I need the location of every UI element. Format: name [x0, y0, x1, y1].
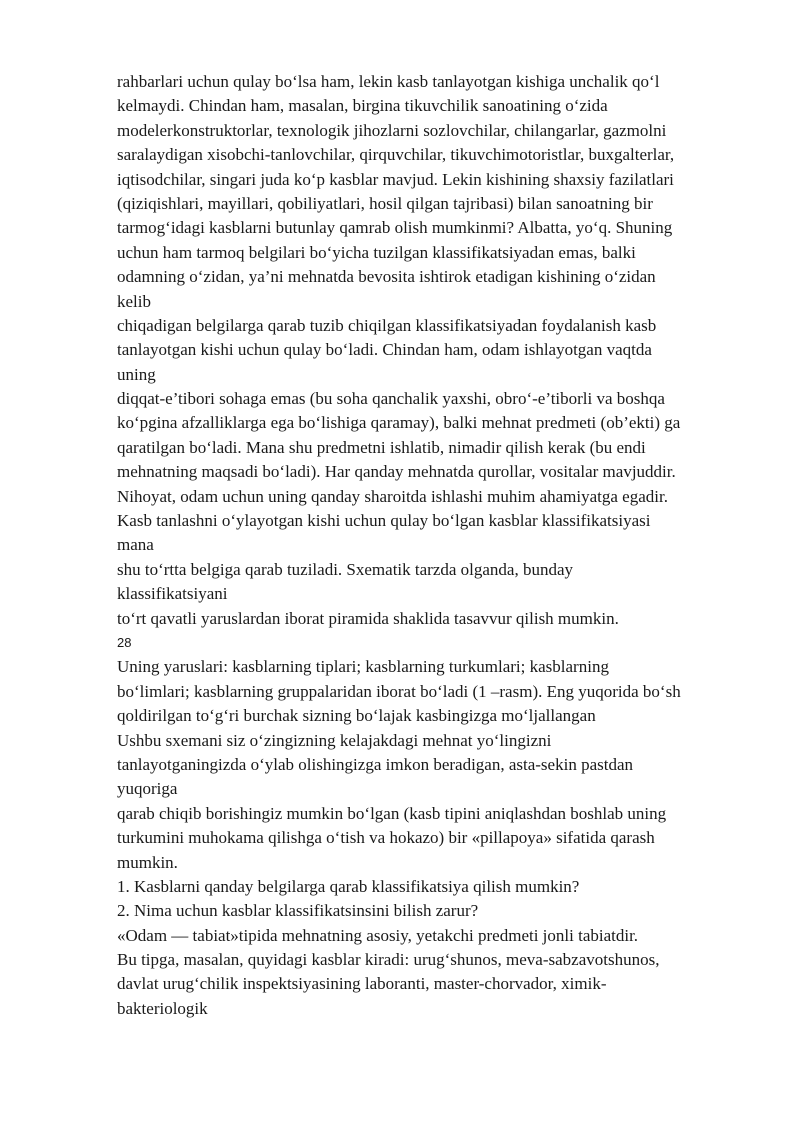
text-line: turkumini muhokama qilishga o‘tish va hokazo) bir «pillapoya» sifatida qarash [117, 828, 655, 848]
text-line: odamning o‘zidan, ya’ni mehnatda bevosita ishtirok etadigan kishining o‘zidan [117, 267, 656, 287]
document-page [117, 70, 747, 1021]
text-line: saralaydigan xisobchi-tanlovchilar, qirquvchilar, tikuvchimotoristlar, buxgalterlar, [117, 145, 675, 165]
text-line: tarmog‘idagi kasblarni butunlay qamrab olish mumkinmi? Albatta, yo‘q. Shuning [117, 218, 673, 238]
text-line: (qiziqishlari, mayillari, qobiliyatlari, hosil qilgan tajribasi) bilan sanoatning bir [117, 193, 653, 213]
page-number: 28 [117, 634, 132, 650]
text-line: kelib [117, 291, 151, 311]
text-line: Nihoyat, odam uchun uning qanday sharoitda ishlashi muhim ahamiyatga egadir. [117, 486, 668, 506]
text-block-top [117, 70, 747, 631]
text-line: to‘rt qavatli yaruslardan iborat piramida shaklida tasavvur qilish mumkin. [117, 608, 619, 628]
text-line: tanlayotganingizda o‘ylab olishingizga imkon beradigan, asta-sekin pastdan [117, 754, 633, 774]
text-line: Ushbu sxemani siz o‘zingizning kelajakdagi mehnat yo‘lingizni [117, 730, 552, 750]
text-line: rahbarlari uchun qulay bo‘lsa ham, lekin kasb tanlayotgan kishiga unchalik qo‘l [117, 72, 660, 91]
text-line: «Odam — tabiat»tipida mehnatning asosiy, yetakchi predmeti jonli tabiatdir. [117, 925, 639, 945]
question-1: 1. Kasblarni qanday belgilarga qarab klassifikatsiya qilish mumkin? [117, 876, 580, 896]
text-line: uchun ham tarmoq belgilari bo‘yicha tuzilgan klassifikatsiyadan emas, balki [117, 242, 636, 262]
text-line: iqtisodchilar, singari juda ko‘p kasblar mavjud. Lekin kishining shaxsiy fazilatlari [117, 169, 674, 189]
text-line: mana [117, 535, 154, 555]
text-line: klassifikatsiyani [117, 584, 228, 604]
text-line: ko‘pgina afzalliklarga ega bo‘lishiga qaramay), balki mehnat predmeti (ob’ekti) ga [117, 413, 681, 433]
text-line: bo‘limlari; kasblarning gruppalaridan iborat bo‘ladi (1 –rasm). Eng yuqorida bo‘sh [117, 681, 681, 701]
text-line: bakteriologik [117, 998, 208, 1018]
text-line: modelerkonstruktorlar, texnologik jihozlarni sozlovchilar, chilangarlar, gazmolni [117, 120, 667, 140]
text-block-bottom [117, 655, 747, 1021]
text-line: shu to‘rtta belgiga qarab tuziladi. Sxematik tarzda olganda, bunday [117, 559, 574, 579]
text-line: qoldirilgan to‘g‘ri burchak sizning bo‘lajak kasbingizga mo‘ljallangan [117, 706, 596, 726]
text-line: mumkin. [117, 852, 178, 872]
text-line: davlat urug‘chilik inspektsiyasining laboranti, master-chorvador, ximik- [117, 974, 607, 994]
text-line: diqqat-e’tibori sohaga emas (bu soha qanchalik yaxshi, obro‘-e’tiborli va boshqa [117, 389, 665, 409]
text-line: tanlayotgan kishi uchun qulay bo‘ladi. Chindan ham, odam ishlayotgan vaqtda [117, 340, 652, 360]
text-line: chiqadigan belgilarga qarab tuzib chiqilgan klassifikatsiyadan foydalanish kasb [117, 315, 657, 335]
text-line: Bu tipga, masalan, quyidagi kasblar kiradi: urug‘shunos, meva-sabzavotshunos, [117, 950, 660, 970]
text-line: mehnatning maqsadi bo‘ladi). Har qanday mehnatda qurollar, vositalar mavjuddir. [117, 462, 676, 482]
text-line: kelmaydi. Chindan ham, masalan, birgina tikuvchilik sanoatining o‘zida [117, 96, 608, 116]
text-line: qaratilgan bo‘ladi. Mana shu predmetni ishlatib, nimadir qilish kerak (bu endi [117, 437, 646, 457]
text-line: Kasb tanlashni o‘ylayotgan kishi uchun qulay bo‘lgan kasblar klassifikatsiyasi [117, 511, 651, 531]
text-line: Uning yaruslari: kasblarning tiplari; kasblarning turkumlari; kasblarning [117, 657, 609, 677]
text-line: uning [117, 364, 156, 384]
text-line: yuqoriga [117, 779, 178, 799]
text-line: qarab chiqib borishingiz mumkin bo‘lgan (kasb tipini aniqlashdan boshlab uning [117, 803, 667, 823]
question-2: 2. Nima uchun kasblar klassifikatsinsini bilish zarur? [117, 901, 479, 921]
